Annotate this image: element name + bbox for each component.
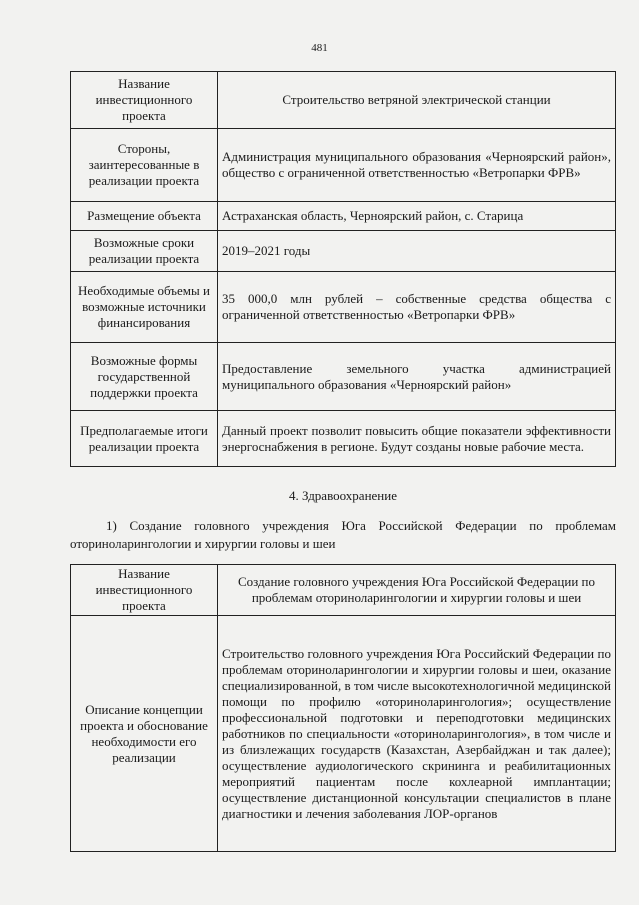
table-row: [71, 343, 616, 411]
page-number: 481: [311, 42, 328, 54]
row-value: Астраханская область, Черноярский район, с. Старица: [218, 202, 616, 231]
row-label: Стороны, заинтересованные в реализации проекта: [71, 129, 218, 202]
table-row: [71, 202, 616, 231]
table-row: [71, 129, 616, 202]
table-row: [71, 411, 616, 467]
row-value: 35 000,0 млн рублей – собственные средства общества с ограниченной ответственностью «Ветропарки ФРВ»: [218, 272, 616, 343]
row-value: Строительство головного учреждения Юга Российский Федерации по проблемам оториноларингологии и хирургии головы и шеи, оказание специализированной, в том числе высокотехнологичной медицинской помощи по профилю «оториноларингология»; осуществление профессиональной подготовки и переподготовки медицинских работников по специальности «оториноларингология», в том числе и из близлежащих государств (Казахстан, Азербайджан и так далее); осуществление аудиологического скрининга и реабилитационных мероприятий пациентам после кохлеарной имплантации; осуществление дистанционной консультации специалистов в плане диагностики и лечения заболевания ЛОР-органов: [218, 616, 616, 852]
row-label: Возможные сроки реализации проекта: [71, 231, 218, 272]
table-row: [71, 231, 616, 272]
table-row: [71, 565, 616, 616]
row-label: Необходимые объемы и возможные источники финансирования: [71, 272, 218, 343]
table-row: [71, 616, 616, 852]
row-value: Строительство ветряной электрической станции: [218, 72, 616, 129]
row-value: 2019–2021 годы: [218, 231, 616, 272]
row-label: Размещение объекта: [71, 202, 218, 231]
row-label: Предполагаемые итоги реализации проекта: [71, 411, 218, 467]
investment-project-table-wind: [70, 71, 616, 467]
row-value: Администрация муниципального образования «Черноярский район», общество с ограниченной ответственностью «Ветропарки ФРВ»: [218, 129, 616, 202]
project-title: 1) Создание головного учреждения Юга Российской Федерации по проблемам оториноларингологии и хирургии головы и шеи: [70, 518, 616, 551]
row-value: Данный проект позволит повысить общие показатели эффективности энергоснабжения в регионе. Будут созданы новые рабочие места.: [218, 411, 616, 467]
row-label: Возможные формы государственной поддержки проекта: [71, 343, 218, 411]
row-value: Создание головного учреждения Юга Российской Федерации по проблемам оториноларингологии и хирургии головы и шеи: [218, 565, 616, 616]
row-label: Название инвестиционного проекта: [71, 565, 218, 616]
row-label: Название инвестиционного проекта: [71, 72, 218, 129]
section-title: 4. Здравоохранение: [289, 488, 397, 503]
row-value: Предоставление земельного участка администрацией муниципального образования «Черноярский район»: [218, 343, 616, 411]
row-label: Описание концепции проекта и обоснование необходимости его реализации: [71, 616, 218, 852]
table-row: [71, 272, 616, 343]
investment-project-table-health: [70, 564, 616, 852]
table-row: [71, 72, 616, 129]
